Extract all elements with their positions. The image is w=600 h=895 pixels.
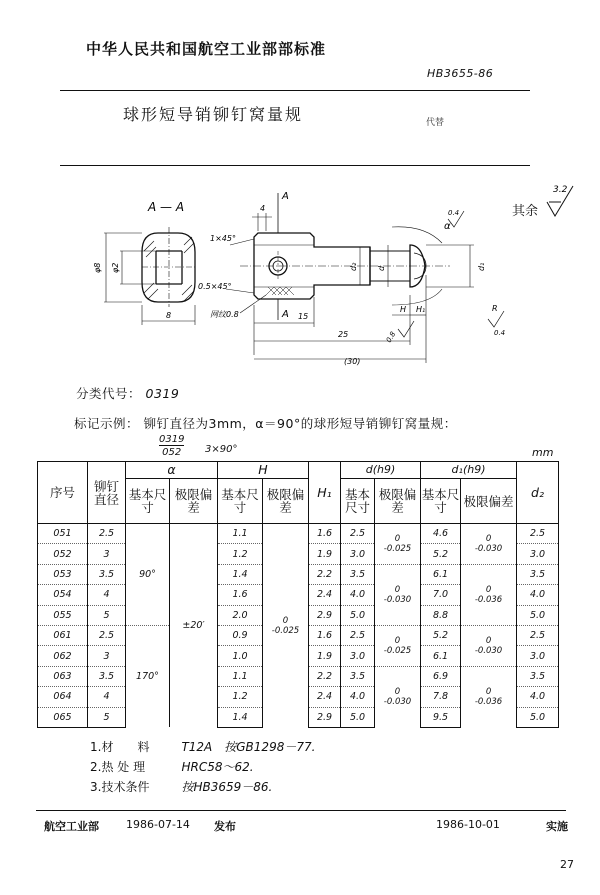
dim-15: 15 xyxy=(298,312,309,321)
header-d1-base: 基本尺寸 xyxy=(421,479,461,524)
header-d-base: 基本尺寸 xyxy=(341,479,375,524)
cell-no: 061 xyxy=(38,625,88,645)
marking-code xyxy=(159,434,184,458)
roughness-label: 其余 xyxy=(512,204,539,219)
cell-h1: 2.2 xyxy=(309,666,341,686)
cell-no: 051 xyxy=(38,524,88,544)
cell-d1: 6.1 xyxy=(421,646,461,666)
cell-d: 3.0 xyxy=(341,544,375,564)
cell-d2: 3.5 xyxy=(517,564,559,584)
cell-alpha: 170° xyxy=(126,625,170,727)
label-h: H xyxy=(400,305,407,314)
header-alpha-base: 基本尺寸 xyxy=(126,479,170,524)
cell-no: 064 xyxy=(38,687,88,707)
cell-d1: 7.0 xyxy=(421,585,461,605)
technical-notes xyxy=(90,737,315,797)
header-h: H xyxy=(218,462,309,479)
cell-dia: 3 xyxy=(88,544,126,564)
cell-d: 4.0 xyxy=(341,585,375,605)
ra-04-bottom: 0.4 xyxy=(494,329,506,337)
header-h-base: 基本尺寸 xyxy=(218,479,263,524)
label-alpha: α xyxy=(444,221,451,232)
cell-dia: 3 xyxy=(88,646,126,666)
cell-d1: 4.6 xyxy=(421,524,461,544)
cell-h: 2.0 xyxy=(218,605,263,625)
section-label: A — A xyxy=(148,200,185,214)
cell-h: 1.4 xyxy=(218,707,263,727)
roughness-value: 3.2 xyxy=(553,185,568,195)
table-unit: mm xyxy=(532,446,554,459)
cell-h1: 1.9 xyxy=(309,544,341,564)
chamfer-1x45: 1×45° xyxy=(210,234,236,243)
cell-d1: 6.1 xyxy=(421,564,461,584)
dim-phi8: φ8 xyxy=(93,262,102,273)
cell-d1: 8.8 xyxy=(421,605,461,625)
cell-dia: 2.5 xyxy=(88,524,126,544)
header-h-dev: 极限偏差 xyxy=(263,479,309,524)
header-alpha-dev: 极限偏差 xyxy=(170,479,218,524)
footer-issuer: 航空工业部 xyxy=(44,820,99,833)
marking-code-bottom: 052 xyxy=(159,445,184,458)
cell-dia: 4 xyxy=(88,687,126,707)
cell-d-tol: 0 -0.025 xyxy=(375,625,421,666)
page-number: 27 xyxy=(560,858,574,871)
footer-rule xyxy=(36,810,566,811)
cell-d1-tol: 0 -0.030 xyxy=(461,625,517,666)
cell-d: 3.0 xyxy=(341,646,375,666)
cell-d1: 5.2 xyxy=(421,544,461,564)
section-mark-top: A xyxy=(282,191,289,202)
cell-d2: 2.5 xyxy=(517,524,559,544)
header-d1: d₁(h9) xyxy=(421,462,517,479)
cell-dia: 2.5 xyxy=(88,625,126,645)
cell-h-tol: 0 -0.025 xyxy=(263,524,309,728)
cell-d2: 5.0 xyxy=(517,707,559,727)
cell-h1: 1.6 xyxy=(309,625,341,645)
cell-dia: 5 xyxy=(88,707,126,727)
cell-h: 1.1 xyxy=(218,666,263,686)
cell-no: 054 xyxy=(38,585,88,605)
cell-d: 4.0 xyxy=(341,687,375,707)
section-mark-bottom: A xyxy=(282,309,289,320)
gauge-drawing xyxy=(70,185,550,377)
header-alpha: α xyxy=(126,462,218,479)
cell-h1: 2.2 xyxy=(309,564,341,584)
cell-dia: 3.5 xyxy=(88,666,126,686)
cell-h1: 2.4 xyxy=(309,687,341,707)
cell-d2: 3.0 xyxy=(517,646,559,666)
classification-value: 0319 xyxy=(145,386,180,401)
cell-dia: 5 xyxy=(88,605,126,625)
footer-issue-word: 发布 xyxy=(214,820,236,833)
cell-h: 1.6 xyxy=(218,585,263,605)
dim-30: (30) xyxy=(344,357,361,366)
cell-h: 1.4 xyxy=(218,564,263,584)
cell-d1: 7.8 xyxy=(421,687,461,707)
label-d2: d₂ xyxy=(349,262,358,271)
dim-25: 25 xyxy=(338,330,349,339)
cell-no: 065 xyxy=(38,707,88,727)
cell-h1: 2.4 xyxy=(309,585,341,605)
table-row xyxy=(38,524,559,544)
label-d1: d₁ xyxy=(477,262,486,271)
cell-d-tol: 0 -0.025 xyxy=(375,524,421,565)
cell-d: 2.5 xyxy=(341,625,375,645)
knurl-note: 网纹0.8 xyxy=(210,310,239,319)
note-heat-treatment: 2.热 处 理 HRC58～62. xyxy=(90,760,254,774)
cell-d1: 6.9 xyxy=(421,666,461,686)
dim-phi2: φ2 xyxy=(111,262,120,273)
header-rivet-dia: 铆钉直径 xyxy=(88,462,126,524)
title-rule xyxy=(60,165,530,166)
dim-8: 8 xyxy=(166,311,172,320)
cell-d1-tol: 0 -0.036 xyxy=(461,666,517,727)
cell-d2: 5.0 xyxy=(517,605,559,625)
cell-no: 062 xyxy=(38,646,88,666)
cell-h1: 2.9 xyxy=(309,707,341,727)
cell-h: 1.0 xyxy=(218,646,263,666)
main-view xyxy=(240,193,450,320)
cell-d2: 4.0 xyxy=(517,585,559,605)
cell-alpha: 90° xyxy=(126,524,170,626)
cell-h1: 2.9 xyxy=(309,605,341,625)
note-material: 1.材 料 T12A 按GB1298－77. xyxy=(90,740,316,754)
cell-d-tol: 0 -0.030 xyxy=(375,666,421,727)
cell-no: 053 xyxy=(38,564,88,584)
cell-d2: 2.5 xyxy=(517,625,559,645)
cell-d2: 3.5 xyxy=(517,666,559,686)
header-h1: H₁ xyxy=(309,462,341,524)
marking-label: 标记示例： xyxy=(74,416,140,431)
cell-d1: 5.2 xyxy=(421,625,461,645)
cell-h: 0.9 xyxy=(218,625,263,645)
header-d2: d₂ xyxy=(517,462,559,524)
footer-effective-date: 1986-10-01 xyxy=(436,818,500,831)
dim-4: 4 xyxy=(260,204,266,213)
standard-code: HB3655-86 xyxy=(427,67,494,80)
cell-d: 3.5 xyxy=(341,666,375,686)
cell-h: 1.2 xyxy=(218,687,263,707)
cell-d2: 4.0 xyxy=(517,687,559,707)
chamfer-05x45: 0.5×45° xyxy=(198,282,232,291)
roughness-symbol-icon xyxy=(545,180,580,220)
cell-d: 2.5 xyxy=(341,524,375,544)
cell-d: 5.0 xyxy=(341,605,375,625)
header-d-dev: 极限偏差 xyxy=(375,479,421,524)
classification-label: 分类代号： xyxy=(76,386,142,401)
ra-08: 0.8 xyxy=(384,330,398,344)
marking-code-suffix: 3×90° xyxy=(205,444,238,455)
marking-example xyxy=(74,414,457,432)
document-title: 球形短导销铆钉窝量规 xyxy=(123,105,304,124)
spec-table xyxy=(37,461,559,728)
cell-no: 055 xyxy=(38,605,88,625)
cell-d: 5.0 xyxy=(341,707,375,727)
ra-04-top: 0.4 xyxy=(448,209,460,217)
replaces-label: 代替 xyxy=(426,118,445,128)
marking-text: 铆钉直径为3mm，α＝90°的球形短导销铆钉窝量规： xyxy=(143,416,457,431)
label-r: R xyxy=(492,304,498,313)
footer-effective-word: 实施 xyxy=(546,820,568,833)
cell-d1: 9.5 xyxy=(421,707,461,727)
note-technical-conditions: 3.技术条件 按HB3659－86. xyxy=(90,780,273,794)
cell-no: 063 xyxy=(38,666,88,686)
cell-d-tol: 0 -0.030 xyxy=(375,564,421,625)
label-d: d xyxy=(377,265,386,271)
classification xyxy=(76,384,179,402)
cell-h1: 1.6 xyxy=(309,524,341,544)
footer-issue-date: 1986-07-14 xyxy=(126,818,190,831)
header-no: 序号 xyxy=(38,462,88,524)
cell-alpha-tol: ±20′ xyxy=(170,524,218,728)
header-d1-dev: 极限偏差 xyxy=(461,479,517,524)
cell-dia: 4 xyxy=(88,585,126,605)
cell-d2: 3.0 xyxy=(517,544,559,564)
marking-code-top: 0319 xyxy=(159,434,185,445)
label-h1: H₁ xyxy=(416,305,426,314)
cell-d1-tol: 0 -0.036 xyxy=(461,564,517,625)
header-d: d(h9) xyxy=(341,462,421,479)
section-view xyxy=(142,227,195,307)
cell-d: 3.5 xyxy=(341,564,375,584)
cell-dia: 3.5 xyxy=(88,564,126,584)
cell-h: 1.2 xyxy=(218,544,263,564)
cell-d1-tol: 0 -0.030 xyxy=(461,524,517,565)
header-rule xyxy=(60,90,530,91)
cell-no: 052 xyxy=(38,544,88,564)
cell-h: 1.1 xyxy=(218,524,263,544)
standard-title: 中华人民共和国航空工业部部标准 xyxy=(86,40,327,58)
cell-h1: 1.9 xyxy=(309,646,341,666)
